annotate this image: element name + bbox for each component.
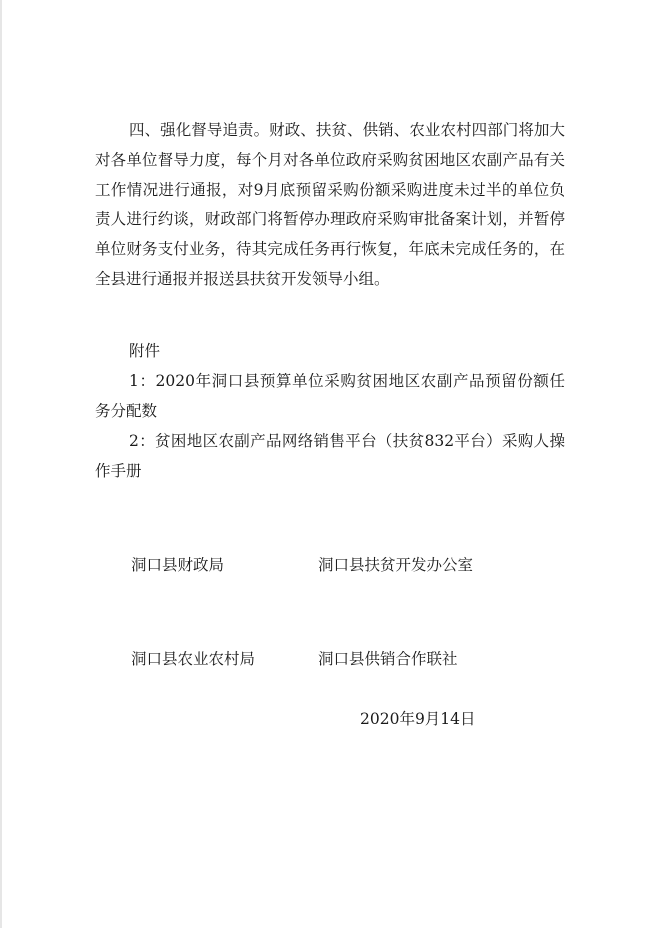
signature-supply-cooperative: 洞口县供销合作联社 — [318, 650, 458, 668]
attachments-label: 附件 — [129, 342, 161, 360]
signature-agriculture-bureau: 洞口县农业农村局 — [131, 650, 256, 668]
document-date: 2020年9月14日 — [360, 710, 476, 728]
signature-poverty-office: 洞口县扶贫开发办公室 — [318, 556, 474, 574]
signature-finance-bureau: 洞口县财政局 — [131, 556, 225, 574]
page-edge — [0, 0, 2, 928]
section-4-paragraph: 四、强化督导追责。财政、扶贫、供销、农业农村四部门将加大对各单位督导力度，每个月对各单位政府采购贫困地区农副产品有关工作情况进行通报，对9月底预留采购份额采购进度未过半的单位负责人进行约谈，财政部门将暂停办理政府采购审批备案计划，并暂停单位财务支付业务，待其完成任务再行恢复，年底未完成任务的，在全县进行通报并报送县扶贫开发领导小组。 — [95, 121, 565, 288]
attachment-2: 2：贫困地区农副产品网络销售平台（扶贫832平台）采购人操作手册 — [95, 432, 565, 480]
attachment-1: 1：2020年洞口县预算单位采购贫困地区农副产品预留份额任务分配数 — [95, 372, 565, 420]
